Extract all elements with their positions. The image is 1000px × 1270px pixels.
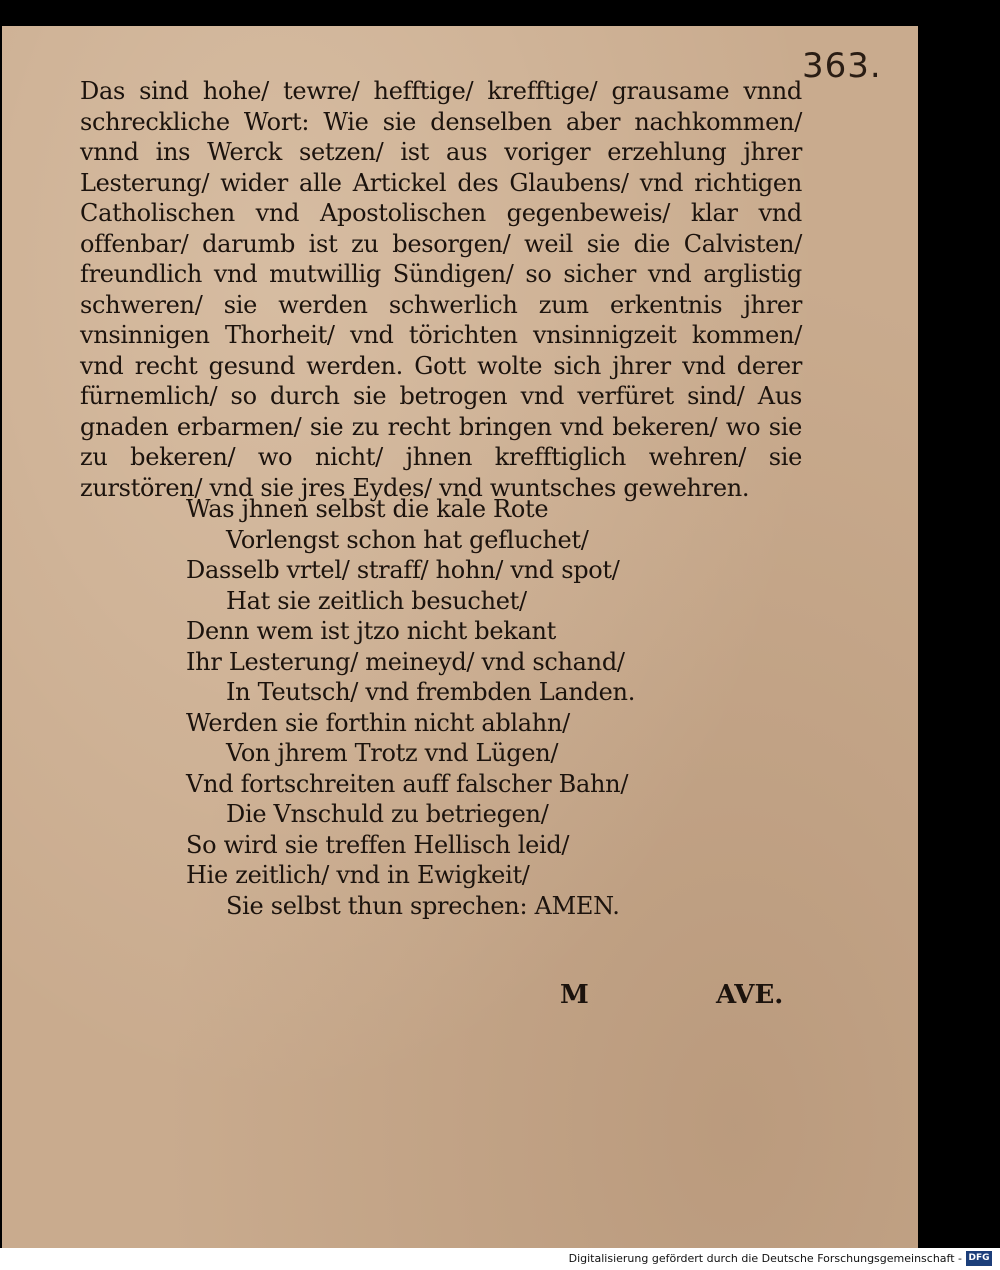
funding-notice: Digitalisierung gefördert durch die Deutsche Forschungsgemeinschaft - [568, 1252, 962, 1265]
verse-line: So wird sie treffen Hellisch leid/ [186, 830, 570, 859]
verse-line: Von jhrem Trotz vnd Lügen/ [226, 739, 559, 767]
verse-line: Vorlengst schon hat gefluchet/ [226, 525, 589, 554]
verse-block [186, 494, 635, 921]
page-number: 363. [802, 46, 882, 86]
verse-line: Ihr Lesterung/ meineyd/ vnd schand/ [186, 647, 625, 676]
verse-line: Sie selbst thun sprechen: AMEN. [226, 891, 620, 920]
scanned-page [2, 26, 918, 1248]
verse-line: Denn wem ist jtzo nicht bekant [186, 617, 557, 645]
signature-mark-left: M [560, 980, 589, 1010]
footer-bar [0, 1248, 1000, 1270]
verse-line: Werden sie forthin nicht ablahn/ [186, 708, 570, 737]
verse-line: Was jhnen selbst die kale Rote [186, 495, 549, 523]
verse-line: Dasselb vrtel/ straff/ hohn/ vnd spot/ [186, 556, 620, 584]
verse-line: Die Vnschuld zu betriegen/ [226, 800, 549, 828]
verse-line: Hat sie zeitlich besuchet/ [226, 586, 527, 615]
verse-line: Hie zeitlich/ vnd in Ewigkeit/ [186, 861, 530, 889]
catchword: AVE. [716, 980, 784, 1010]
dfg-logo: DFG [966, 1251, 992, 1266]
verse-line: Vnd fortschreiten auff falscher Bahn/ [186, 769, 629, 798]
body-paragraph: Das sind hohe/ tewre/ hefftige/ krefftige/ grausame vnnd schreckliche Wort: Wie sie denselben aber nachkommen/ vnnd ins Werck setzen/ ist aus voriger erzehlung jhrer Lesterung/ wider alle Artickel des Glaubens/ vnd richtigen Catholischen vnd Apostolischen gegenbeweis/ klar vnd offenbar/ darumb ist zu besorgen/ weil sie die Calvisten/ freundlich vnd mutwillig Sündigen/ so sicher vnd arglistig schweren/ sie werden schwerlich zum erkentnis jhrer vnsinnigen Thorheit/ vnd törichten vnsinnigzeit kommen/ vnd recht gesund werden. Gott wolte sich jhrer vnd derer fürnemlich/ so durch sie betrogen vnd verfüret sind/ Aus gnaden erbarmen/ sie zu recht bringen vnd bekeren/ wo sie zu bekeren/ wo nicht/ jhnen krefftiglich wehren/ sie zurstören/ vnd sie jres Eydes/ vnd wuntsches gewehren. [80, 77, 802, 502]
verse-line: In Teutsch/ vnd frembden Landen. [226, 678, 636, 706]
